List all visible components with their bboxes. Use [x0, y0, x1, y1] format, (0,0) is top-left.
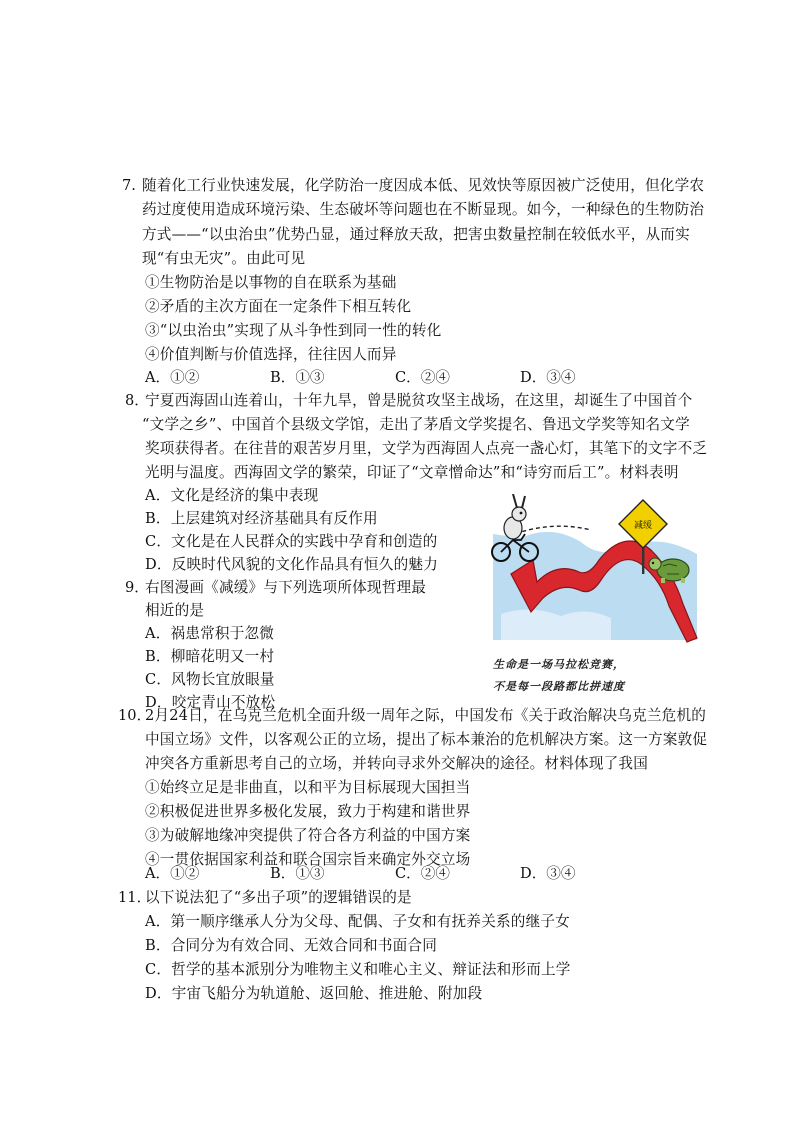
cartoon-caption: 生命是一场马拉松竞赛， [493, 658, 625, 671]
option-a[interactable]: A．祸患常积于忽微 [145, 625, 275, 642]
question-text-line: 相近的是 [145, 602, 205, 619]
option-c[interactable]: C．风物长宜放眼量 [145, 671, 275, 688]
question-text-line: 奖项获得者。在往昔的艰苦岁月里，文学为西海固人点亮一盏心灯，其笔下的文字不乏 [145, 440, 708, 457]
option-b[interactable]: B．①③ [270, 865, 325, 882]
option-c[interactable]: C．②④ [395, 865, 450, 882]
option-a[interactable]: A．文化是经济的集中表现 [145, 487, 319, 504]
question-number: 10． [118, 707, 152, 724]
statement: ②矛盾的主次方面在一定条件下相互转化 [145, 298, 412, 315]
statement: ①始终立足是非曲直，以和平为目标展现大国担当 [145, 779, 471, 796]
question-text-line: 右图漫画《减缓》与下列选项所体现哲理最 [145, 579, 427, 596]
question-text-line: 方式——“以虫治虫”优势凸显，通过释放天敌，把害虫数量控制在较低水平，从而实 [142, 226, 690, 243]
question-text-line: 中国立场》文件，以客观公正的立场，提出了标本兼治的危机解决方案。这一方案敦促 [145, 731, 708, 748]
option-b[interactable]: B．上层建筑对经济基础具有反作用 [145, 510, 378, 527]
cartoon-drawing [491, 494, 703, 644]
option-c[interactable]: C．哲学的基本派别分为唯物主义和唯心主义、辩证法和形而上学 [145, 961, 571, 978]
question-text-line: 宁夏西海固山连着山，十年九旱，曾是脱贫攻坚主战场，在这里，却诞生了中国首个 [145, 392, 693, 409]
statement: ④一贯依据国家利益和联合国宗旨来确定外交立场 [145, 851, 471, 868]
question-text-line: 冲突各方重新思考自己的立场，并转向寻求外交解决的途径。材料体现了我国 [145, 755, 648, 772]
statement: ③“以虫治虫”实现了从斗争性到同一性的转化 [145, 322, 442, 339]
question-text-line: 药过度使用造成环境污染、生态破坏等问题也在不断显现。如今，一种绿色的生物防治 [142, 201, 705, 218]
option-d[interactable]: D．③④ [520, 369, 576, 386]
option-b[interactable]: B．柳暗花明又一村 [145, 648, 275, 665]
question-text-line: 以下说法犯了“多出子项”的逻辑错误的是 [145, 889, 412, 906]
option-b[interactable]: B．合同分为有效合同、无效合同和书面合同 [145, 937, 438, 954]
option-c[interactable]: C．文化是在人民群众的实践中孕育和创造的 [145, 533, 438, 550]
options-row [145, 366, 705, 390]
option-a[interactable]: A．①② [145, 865, 200, 882]
question-text-line: “文学之乡”、中国首个县级文学馆，走出了茅盾文学奖提名、鲁迅文学奖等知名文学 [142, 416, 690, 433]
cartoon-illustration [491, 494, 703, 694]
cartoon-caption: 不是每一段路都比拼速度 [493, 680, 625, 693]
statement: ③为破解地缘冲突提供了符合各方利益的中国方案 [145, 827, 471, 844]
option-b[interactable]: B．①③ [270, 369, 325, 386]
question-text-line: 现“有虫无灾”。由此可见 [142, 250, 306, 267]
question-text-line: 2月24日，在乌克兰危机全面升级一周年之际，中国发布《关于政治解决乌克兰危机的 [145, 707, 707, 724]
question-text-line: 光明与温度。西海固文学的繁荣，印证了“文章憎命达”和“诗穷而后工”。材料表明 [145, 464, 679, 481]
option-d[interactable]: D．③④ [520, 865, 576, 882]
question-number: 9． [125, 579, 149, 596]
question-number: 11． [118, 889, 152, 906]
option-d[interactable]: D．反映时代风貌的文化作品具有恒久的魅力 [145, 556, 438, 573]
options-row [145, 862, 705, 886]
question-number: 8． [125, 392, 149, 409]
question-text-line: 随着化工行业快速发展，化学防治一度因成本低、见效快等原因被广泛使用，但化学农 [142, 177, 705, 194]
option-a[interactable]: A．①② [145, 369, 200, 386]
statement: ②积极促进世界多极化发展，致力于构建和谐世界 [145, 803, 471, 820]
statement: ④价值判断与价值选择，往往因人而异 [145, 346, 397, 363]
statement: ①生物防治是以事物的自在联系为基础 [145, 274, 397, 291]
option-d[interactable]: D．咬定青山不放松 [145, 694, 276, 711]
option-c[interactable]: C．②④ [395, 369, 450, 386]
option-d[interactable]: D．宇宙飞船分为轨道舱、返回舱、推进舱、附加段 [145, 985, 483, 1002]
question-number: 7. [122, 177, 136, 194]
sign-text: 减缓 [633, 521, 653, 531]
option-a[interactable]: A．第一顺序继承人分为父母、配偶、子女和有抚养关系的继子女 [145, 913, 570, 930]
